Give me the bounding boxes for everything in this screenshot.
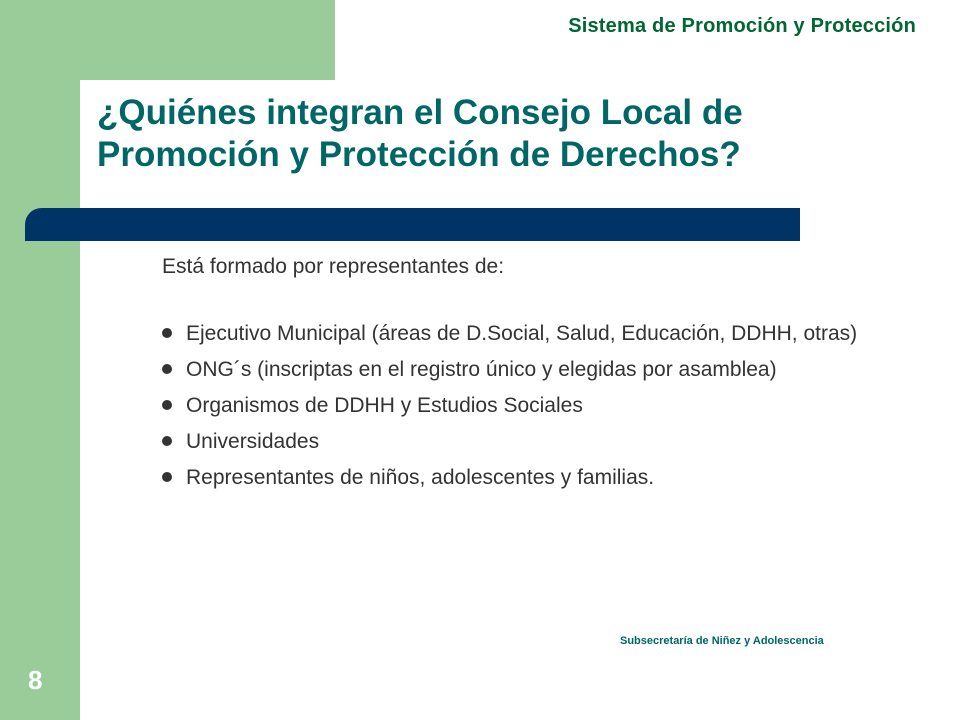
header-title: Sistema de Promoción y Protección [568, 15, 916, 37]
list-item-text: Universidades [186, 430, 320, 453]
bullet-icon [162, 400, 172, 410]
bullet-icon [162, 328, 172, 338]
green-sidebar [0, 0, 80, 720]
list-item [162, 322, 872, 346]
list-item [162, 358, 872, 382]
slide-title-line-1: ¿Quiénes integran el Consejo Local de [97, 93, 743, 132]
list-item [162, 430, 872, 454]
title-underline-bar-tail [25, 226, 65, 241]
slide-title-line-2: Promoción y Protección de Derechos? [97, 135, 741, 174]
bullet-icon [162, 364, 172, 374]
list-item [162, 466, 872, 490]
list-item-text: Organismos de DDHH y Estudios Sociales [186, 394, 583, 417]
bullet-icon [162, 472, 172, 482]
list-item [162, 394, 872, 418]
member-list [162, 322, 872, 502]
slide-number: 8 [28, 665, 43, 695]
list-item-text: Ejecutivo Municipal (áreas de D.Social, Salud, Educación, DDHH, otras) [186, 322, 858, 345]
footer-credit: Subsecretaría de Niñez y Adolescencia [620, 635, 824, 647]
intro-text: Está formado por representantes de: [162, 255, 505, 278]
green-top-band [80, 0, 335, 80]
bullet-icon [162, 436, 172, 446]
list-item-text: ONG´s (inscriptas en el registro único y elegidas por asamblea) [186, 358, 777, 381]
slide-title [97, 92, 917, 176]
list-item-text: Representantes de niños, adolescentes y familias. [186, 466, 655, 489]
title-underline-bar [25, 208, 800, 241]
